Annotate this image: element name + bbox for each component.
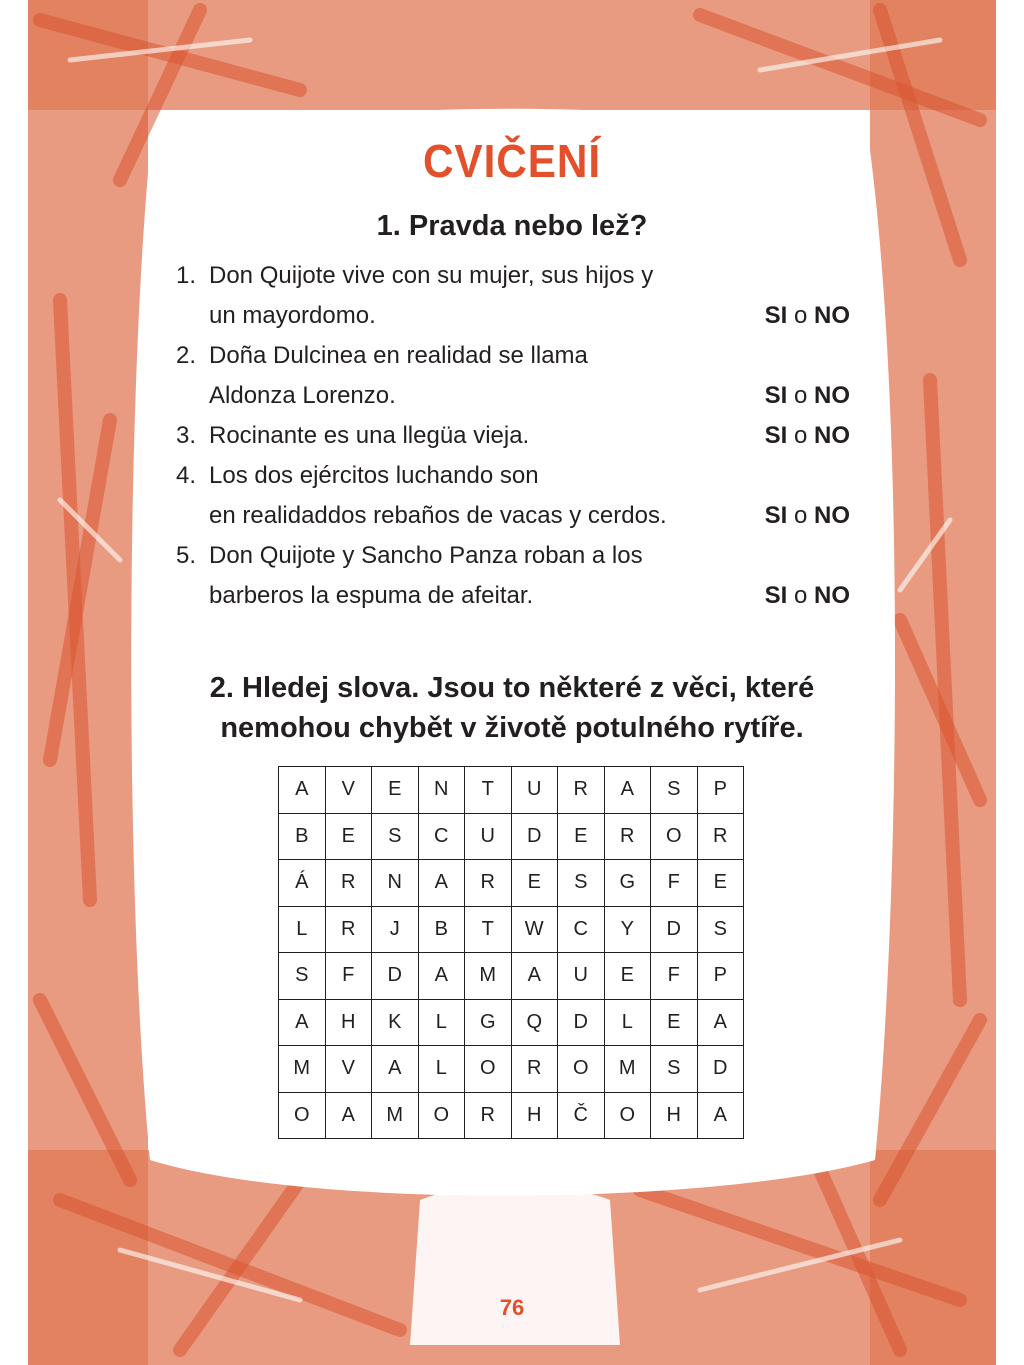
grid-cell: H bbox=[325, 999, 372, 1046]
question-number: 1. bbox=[176, 262, 197, 289]
answer-or: o bbox=[793, 422, 808, 449]
grid-cell: F bbox=[651, 953, 698, 1000]
grid-cell: M bbox=[465, 953, 512, 1000]
grid-cell: A bbox=[279, 999, 326, 1046]
answer-yes: SI bbox=[764, 382, 788, 409]
question-text-line: Don Quijote vive con su mujer, sus hijos y bbox=[209, 262, 654, 289]
question-number: 4. bbox=[176, 462, 197, 489]
question-text-line: Aldonza Lorenzo. bbox=[209, 382, 396, 409]
question-text-line: Rocinante es una llegüa vieja. bbox=[209, 422, 530, 449]
grid-cell: S bbox=[651, 767, 698, 814]
grid-cell: Č bbox=[558, 1092, 605, 1139]
question-item bbox=[170, 456, 850, 536]
grid-cell: S bbox=[697, 906, 744, 953]
grid-cell: W bbox=[511, 906, 558, 953]
grid-cell: D bbox=[697, 1046, 744, 1093]
question-item bbox=[170, 416, 850, 456]
grid-cell: S bbox=[651, 1046, 698, 1093]
grid-cell: A bbox=[418, 953, 465, 1000]
answer-choice bbox=[765, 576, 850, 616]
grid-cell: L bbox=[418, 1046, 465, 1093]
grid-cell: M bbox=[604, 1046, 651, 1093]
page-title: CVIČENÍ bbox=[422, 135, 602, 187]
grid-cell: D bbox=[372, 953, 419, 1000]
grid-cell: U bbox=[465, 813, 512, 860]
question-text-line: Los dos ejércitos luchando son bbox=[209, 462, 539, 489]
question-number: 5. bbox=[176, 542, 197, 569]
grid-cell: Y bbox=[604, 906, 651, 953]
grid-cell: J bbox=[372, 906, 419, 953]
grid-cell: N bbox=[372, 860, 419, 907]
grid-cell: A bbox=[511, 953, 558, 1000]
grid-cell: V bbox=[325, 767, 372, 814]
grid-cell: F bbox=[325, 953, 372, 1000]
section2-heading-line-2: nemohou chybět v životě potulného rytíře. bbox=[220, 712, 804, 744]
grid-cell: D bbox=[558, 999, 605, 1046]
answer-or: o bbox=[793, 502, 808, 529]
grid-cell: Q bbox=[511, 999, 558, 1046]
grid-cell: L bbox=[279, 906, 326, 953]
grid-cell: R bbox=[325, 860, 372, 907]
grid-cell: R bbox=[511, 1046, 558, 1093]
grid-cell: E bbox=[651, 999, 698, 1046]
grid-cell: F bbox=[651, 860, 698, 907]
grid-cell: E bbox=[604, 953, 651, 1000]
grid-cell: S bbox=[279, 953, 326, 1000]
answer-choice bbox=[765, 496, 850, 536]
grid-cell: O bbox=[604, 1092, 651, 1139]
question-number: 3. bbox=[176, 422, 197, 449]
grid-cell: M bbox=[372, 1092, 419, 1139]
true-false-list bbox=[170, 256, 850, 616]
answer-no: NO bbox=[814, 582, 850, 609]
question-text-line: barberos la espuma de afeitar. bbox=[209, 582, 534, 609]
grid-cell: R bbox=[465, 860, 512, 907]
answer-choice bbox=[765, 296, 850, 336]
grid-cell: K bbox=[372, 999, 419, 1046]
grid-cell: A bbox=[697, 1092, 744, 1139]
grid-cell: T bbox=[465, 906, 512, 953]
grid-cell: L bbox=[604, 999, 651, 1046]
grid-cell: N bbox=[418, 767, 465, 814]
question-number: 2. bbox=[176, 342, 197, 369]
grid-cell: S bbox=[372, 813, 419, 860]
grid-cell: C bbox=[558, 906, 605, 953]
grid-cell: U bbox=[558, 953, 605, 1000]
grid-cell: O bbox=[418, 1092, 465, 1139]
grid-cell: R bbox=[604, 813, 651, 860]
answer-no: NO bbox=[814, 382, 850, 409]
grid-row bbox=[279, 813, 744, 860]
grid-cell: Á bbox=[279, 860, 326, 907]
grid-cell: P bbox=[697, 953, 744, 1000]
grid-cell: A bbox=[697, 999, 744, 1046]
grid-cell: A bbox=[279, 767, 326, 814]
grid-cell: R bbox=[325, 906, 372, 953]
answer-yes: SI bbox=[764, 582, 788, 609]
answer-choice bbox=[765, 376, 850, 416]
grid-cell: S bbox=[558, 860, 605, 907]
answer-or: o bbox=[793, 382, 808, 409]
grid-cell: O bbox=[558, 1046, 605, 1093]
grid-cell: H bbox=[511, 1092, 558, 1139]
word-search-grid bbox=[278, 766, 744, 1139]
grid-cell: E bbox=[558, 813, 605, 860]
grid-cell: O bbox=[465, 1046, 512, 1093]
answer-no: NO bbox=[814, 302, 850, 329]
question-text-line: Doña Dulcinea en realidad se llama bbox=[209, 342, 588, 369]
grid-cell: G bbox=[465, 999, 512, 1046]
grid-cell: B bbox=[418, 906, 465, 953]
grid-cell: O bbox=[279, 1092, 326, 1139]
grid-row bbox=[279, 906, 744, 953]
question-item bbox=[170, 336, 850, 416]
grid-cell: V bbox=[325, 1046, 372, 1093]
grid-cell: A bbox=[604, 767, 651, 814]
grid-row bbox=[279, 1092, 744, 1139]
grid-row bbox=[279, 999, 744, 1046]
question-text-line: un mayordomo. bbox=[209, 302, 376, 329]
section2-heading-line-1: 2. Hledej slova. Jsou to některé z věci, které bbox=[209, 672, 815, 704]
grid-cell: C bbox=[418, 813, 465, 860]
grid-cell: M bbox=[279, 1046, 326, 1093]
grid-row bbox=[279, 1046, 744, 1093]
answer-or: o bbox=[793, 582, 808, 609]
grid-cell: H bbox=[651, 1092, 698, 1139]
answer-no: NO bbox=[814, 502, 850, 529]
answer-yes: SI bbox=[764, 502, 788, 529]
answer-yes: SI bbox=[764, 422, 788, 449]
grid-cell: E bbox=[511, 860, 558, 907]
question-item bbox=[170, 536, 850, 616]
grid-cell: R bbox=[465, 1092, 512, 1139]
answer-no: NO bbox=[814, 422, 850, 449]
grid-cell: L bbox=[418, 999, 465, 1046]
grid-row bbox=[279, 953, 744, 1000]
question-text-line: Don Quijote y Sancho Panza roban a los bbox=[209, 542, 643, 569]
grid-cell: E bbox=[697, 860, 744, 907]
grid-cell: U bbox=[511, 767, 558, 814]
grid-row bbox=[279, 767, 744, 814]
grid-cell: R bbox=[558, 767, 605, 814]
grid-cell: R bbox=[697, 813, 744, 860]
answer-or: o bbox=[793, 302, 808, 329]
answer-choice bbox=[765, 416, 850, 456]
section2-heading bbox=[0, 668, 1024, 748]
grid-cell: A bbox=[325, 1092, 372, 1139]
grid-cell: P bbox=[697, 767, 744, 814]
grid-cell: D bbox=[651, 906, 698, 953]
grid-cell: G bbox=[604, 860, 651, 907]
grid-cell: T bbox=[465, 767, 512, 814]
grid-row bbox=[279, 860, 744, 907]
grid-cell: D bbox=[511, 813, 558, 860]
grid-cell: O bbox=[651, 813, 698, 860]
answer-yes: SI bbox=[764, 302, 788, 329]
grid-cell: A bbox=[418, 860, 465, 907]
grid-cell: B bbox=[279, 813, 326, 860]
grid-cell: E bbox=[372, 767, 419, 814]
grid-cell: A bbox=[372, 1046, 419, 1093]
question-item bbox=[170, 256, 850, 336]
question-text-line: en realidaddos rebaños de vacas y cerdos. bbox=[209, 502, 667, 529]
page-number: 76 bbox=[499, 1295, 525, 1320]
section1-heading: 1. Pravda nebo lež? bbox=[376, 210, 648, 242]
grid-cell: E bbox=[325, 813, 372, 860]
